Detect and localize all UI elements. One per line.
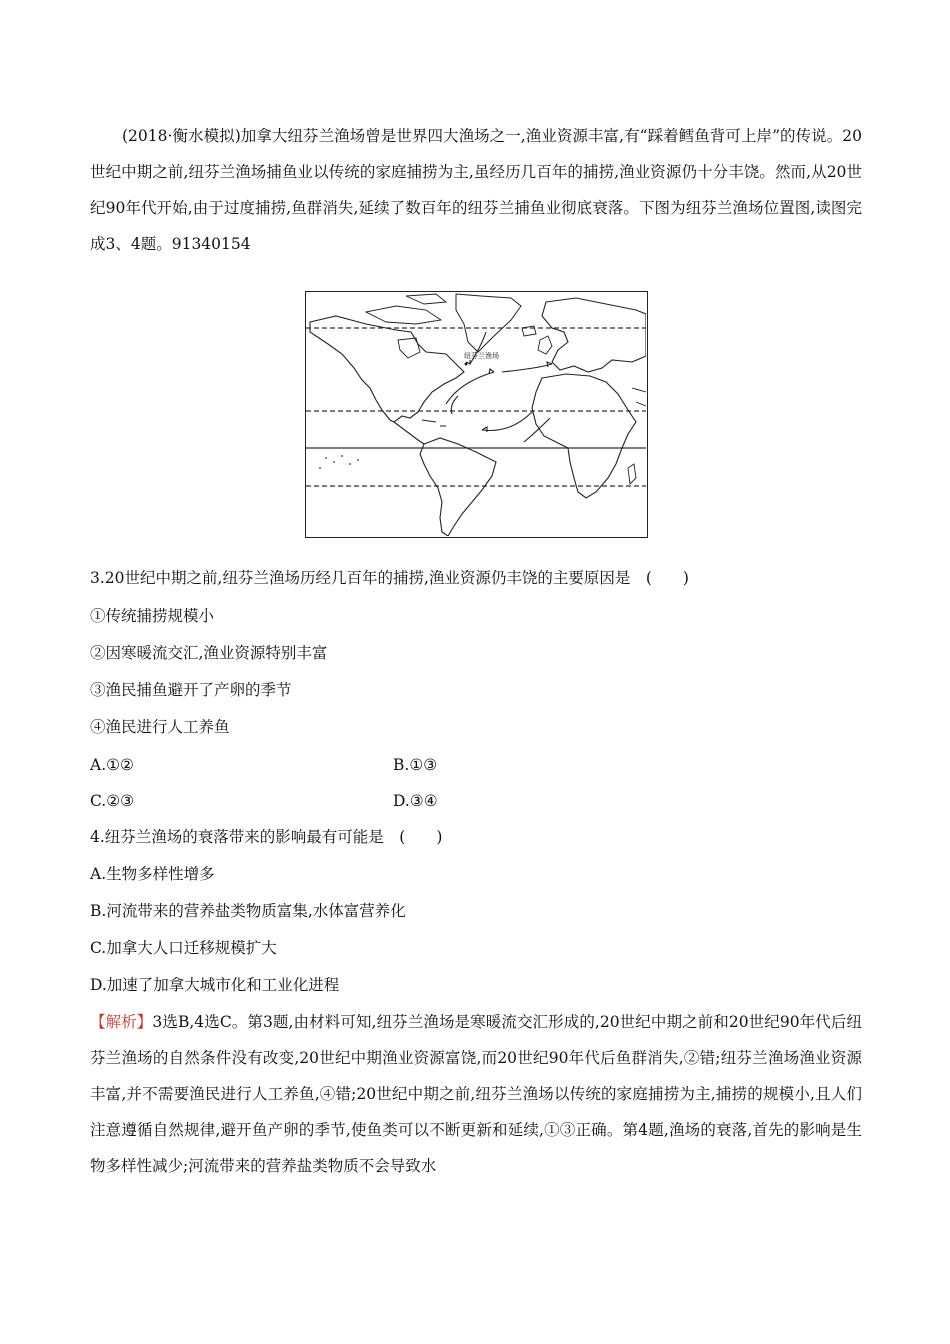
north-america-outline — [310, 316, 464, 422]
equatorial-current-arrow — [482, 412, 532, 430]
north-atlantic-drift-arrow — [502, 364, 552, 372]
equatorial-current-arrowhead — [482, 427, 487, 432]
newfoundland-fishery-map — [305, 291, 648, 538]
q3-option-d: D.③④ — [393, 792, 438, 810]
q4-stem: 4.纽芬兰渔场的衰落带来的影响最有可能是 ( ) — [90, 828, 443, 846]
q3-stem: 3.20世纪中期之前,纽芬兰渔场历经几百年的捕捞,渔业资源仍丰饶的主要原因是 ( ) — [90, 569, 689, 587]
q4-option-a: A.生物多样性增多 — [90, 865, 215, 883]
british-isles-outline — [538, 336, 552, 354]
ocean-currents — [446, 332, 552, 442]
pacific-islands — [319, 455, 359, 469]
fishery-label: 纽芬兰渔场 — [464, 352, 499, 360]
q3-item-2: ②因寒暖流交汇,渔业资源特别丰富 — [90, 644, 328, 662]
analysis-paragraph — [90, 1004, 862, 1184]
caribbean-islands — [422, 420, 446, 426]
q4-option-b: B.河流带来的营养盐类物质富集,水体富营养化 — [90, 902, 406, 920]
q3-item-4: ④渔民进行人工养鱼 — [90, 718, 230, 736]
analysis-tag: 【解析】 — [90, 1013, 153, 1031]
arabia-coast — [632, 388, 646, 406]
intro-paragraph: (2018·衡水模拟)加拿大纽芬兰渔场曾是世界四大渔场之一,渔业资源丰富,有“踩着鳕鱼背可上岸”的传说。20世纪中期之前,纽芬兰渔场捕鱼业以传统的家庭捕捞为主,虽经历几百年的捕捞,渔业资源仍十分丰饶。然而,从20世纪90年代开始,由于过度捕捞,鱼群消失,延续了数百年的纽芬兰捕鱼业彻底衰落。下图为纽芬兰渔场位置图,读图完成3、4题。91340154 — [90, 127, 862, 253]
q3-item-3: ③渔民捕鱼避开了产卵的季节 — [90, 681, 292, 699]
central-america-outline — [394, 422, 424, 444]
south-atlantic-current-arrow — [524, 418, 550, 442]
q3-option-b: B.①③ — [393, 756, 438, 774]
q4-option-c: C.加拿大人口迁移规模扩大 — [90, 939, 277, 957]
q4-option-d: D.加速了加拿大城市化和工业化进程 — [90, 976, 340, 994]
world-map-figure — [306, 292, 646, 536]
south-america-outline — [420, 438, 496, 536]
q3-item-1: ①传统捕捞规模小 — [90, 607, 215, 625]
africa-outline — [532, 374, 636, 498]
arctic-island-outline — [406, 294, 446, 304]
fishery-marker — [465, 363, 468, 366]
gulf-stream-arrow — [446, 372, 494, 404]
europe-outline — [542, 298, 646, 372]
greenland-outline — [456, 294, 521, 352]
analysis-text: 3选B,4选C。第3题,由材料可知,纽芬兰渔场是寒暖流交汇形成的,20世纪中期之前和20世纪90年代后纽芬兰渔场的自然条件没有改变,20世纪中期渔业资源富饶,而20世纪90年代后鱼群消失,②错;纽芬兰渔场渔业资源丰富,并不需要渔民进行人工养鱼,④错;20世纪中期之前,纽芬兰渔场以传统的家庭捕捞为主,捕捞的规模小,且人们注意遵循自然规律,避开鱼产卵的季节,使鱼类可以不断更新和延续,①③正确。第4题,渔场的衰落,首先的影响是生物多样性减少;河流带来的营养盐类物质不会导致水 — [90, 1013, 862, 1175]
q3-option-a: A.①② — [90, 756, 134, 774]
hudson-bay-outline — [398, 338, 420, 358]
q3-option-c: C.②③ — [90, 792, 135, 810]
arctic-islands-outline — [366, 306, 441, 324]
madagascar-outline — [628, 464, 636, 484]
